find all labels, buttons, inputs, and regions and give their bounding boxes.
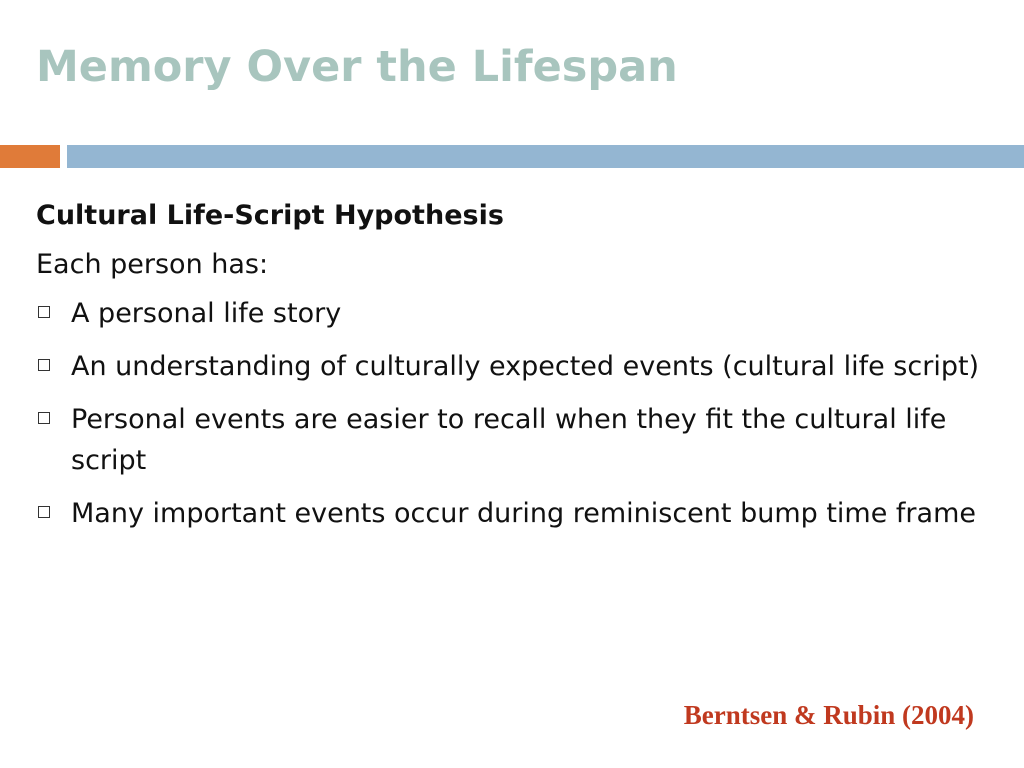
slide-body [36, 195, 986, 546]
bullet-text: Many important events occur during reminiscent bump time frame [71, 498, 976, 529]
bullet-text: Personal events are easier to recall when they fit the cultural life script [71, 404, 947, 476]
bullet-list [36, 293, 986, 534]
square-bullet-icon [38, 412, 50, 424]
intro-text: Each person has: [36, 249, 269, 280]
accent-bar-orange [0, 145, 60, 168]
bullet-text: An understanding of culturally expected events (cultural life script) [71, 351, 980, 382]
bullet-item [36, 293, 986, 334]
bullet-item [36, 346, 986, 387]
square-bullet-icon [38, 306, 50, 318]
bullet-item [36, 399, 986, 481]
square-bullet-icon [38, 506, 50, 518]
accent-bar-blue [67, 145, 1024, 168]
bullet-item [36, 493, 986, 534]
slide-title: Memory Over the Lifespan [36, 42, 678, 92]
citation: Berntsen & Rubin (2004) [683, 700, 974, 730]
square-bullet-icon [38, 359, 50, 371]
bullet-text: A personal life story [71, 298, 342, 329]
slide-subheading: Cultural Life-Script Hypothesis [36, 200, 504, 231]
